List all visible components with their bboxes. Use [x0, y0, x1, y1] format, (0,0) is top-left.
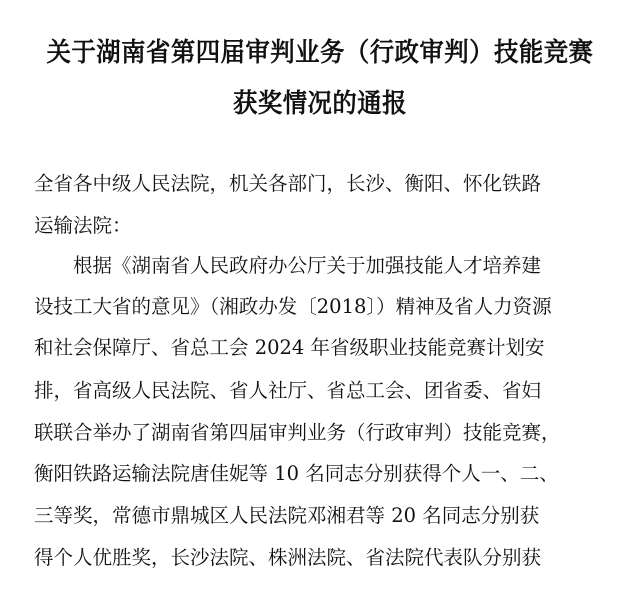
body-line-1: 根据《湖南省人民政府办公厅关于加强技能人才培养建 — [34, 254, 542, 277]
notice-title-line-2: 获奖情况的通报 — [232, 89, 407, 119]
body-line-7: 三等奖，常德市鼎城区人民法院邓湘君等 20 名同志分别获 — [34, 504, 540, 527]
addressee-line-2: 运输法院： — [34, 214, 132, 237]
notice-title-line-1: 关于湖南省第四届审判业务（行政审判）技能竞赛 — [46, 38, 594, 68]
body-line-3: 和社会保障厅、省总工会 2024 年省级职业技能竞赛计划安 — [34, 336, 545, 359]
body-line-6: 衡阳铁路运输法院唐佳妮等 10 名同志分别获得个人一、二、 — [34, 462, 559, 485]
body-line-5: 联联合举办了湖南省第四届审判业务（行政审判）技能竞赛， — [34, 421, 561, 444]
body-line-2: 设技工大省的意见》（湘政办发〔2018〕）精神及省人力资源 — [34, 295, 552, 318]
body-line-8: 得个人优胜奖，长沙法院、株洲法院、省法院代表队分别获 — [34, 546, 542, 569]
body-line-4: 排，省高级人民法院、省人社厅、省总工会、团省委、省妇 — [34, 379, 542, 402]
addressee-line-1: 全省各中级人民法院，机关各部门，长沙、衡阳、怀化铁路 — [34, 172, 542, 195]
